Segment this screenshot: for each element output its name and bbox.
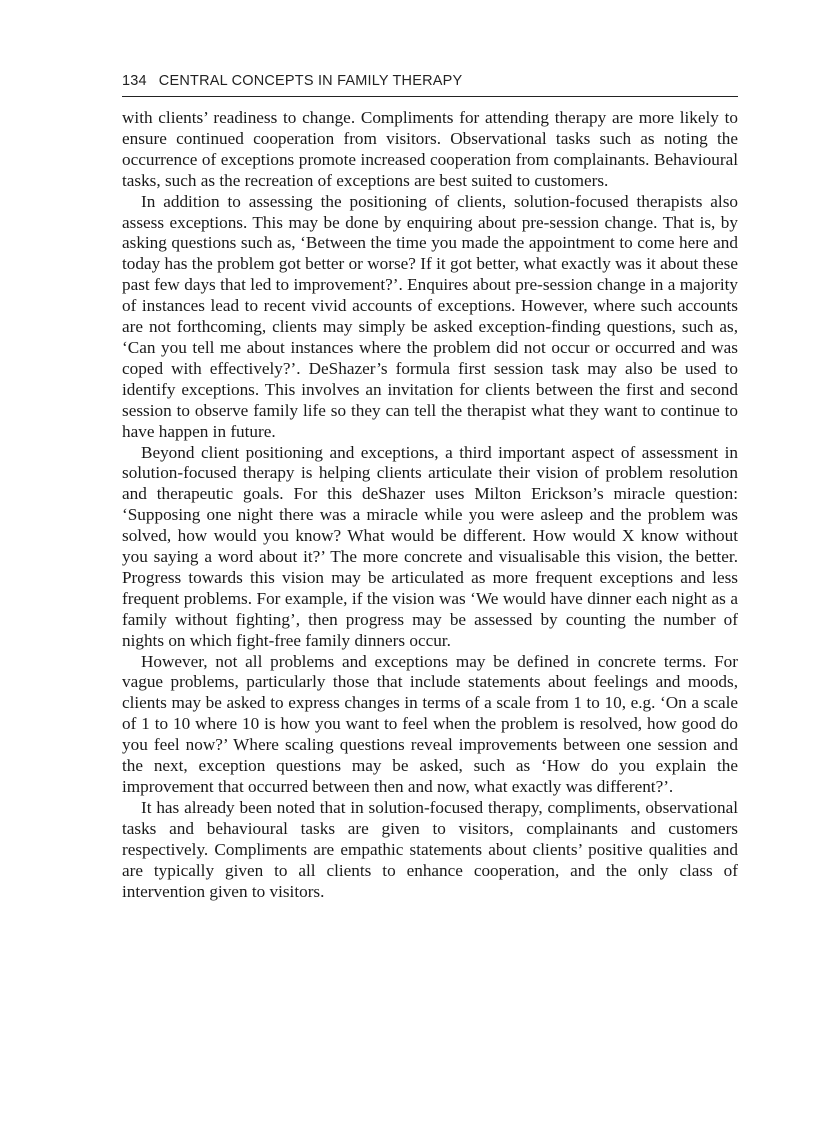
header-rule <box>122 96 738 97</box>
body-text <box>122 108 738 902</box>
book-page <box>122 70 738 902</box>
running-title: CENTRAL CONCEPTS IN FAMILY THERAPY <box>158 73 463 89</box>
paragraph-compliments: It has already been noted that in solution-focused therapy, compliments, observational tasks and behavioural tasks are given to visitors, complainants and customers respectively. Compliments are empathic statements about clients’ positive qualities and are typically given to all clients to enhance cooperation, and the only class of intervention given to visitors. <box>122 797 738 901</box>
paragraph-exceptions: In addition to assessing the positioning of clients, solution-focused therapists also assess exceptions. This may be done by enquiring about pre-session change. That is, by asking questions such as, ‘Between the time you made the appointment to come here and today has the problem got better or worse? If it got better, what exactly was it about these past few days that led to improvement?’. Enquires about pre-session change in a majority of instances lead to recent vivid accounts of exceptions. However, where such accounts are not forthcoming, clients may simply be asked exception-finding questions, such as, ‘Can you tell me about instances where the problem did not occur or occurred and was coped with effectively?’. DeShazer’s formula first session task may also be used to identify exceptions. This involves an invitation for clients between the first and second session to observe family life so they can tell the therapist what they want to continue to have happen in future. <box>122 191 738 441</box>
paragraph-continuation: with clients’ readiness to change. Compliments for attending therapy are more likely to ensure continued cooperation from visitors. Observational tasks such as noting the occurrence of exceptions promote increased cooperation from complainants. Behavioural tasks, such as the recreation of exceptions are best suited to customers. <box>122 108 738 190</box>
paragraph-scaling-questions: However, not all problems and exceptions may be defined in concrete terms. For vague problems, particularly those that include statements about feelings and moods, clients may be asked to express changes in terms of a scale from 1 to 10, e.g. ‘On a scale of 1 to 10 where 10 is how you want to feel when the problem is resolved, how good do you feel now?’ Where scaling questions reveal improvements between one session and the next, exception questions may be asked, such as ‘How do you explain the improvement that occurred between then and now, what exactly was different?’. <box>122 651 738 796</box>
page-number: 134 <box>122 73 147 89</box>
running-head <box>122 70 738 92</box>
paragraph-miracle-question: Beyond client positioning and exceptions, a third important aspect of assessment in solution-focused therapy is helping clients articulate their vision of problem resolution and therapeutic goals. For this deShazer uses Milton Erickson’s miracle question: ‘Supposing one night there was a miracle while you were asleep and the problem was solved, how would you know? What would be different. How would X know without you saying a word about it?’ The more concrete and visualisable this vision, the better. Progress towards this vision may be articulated as more frequent exceptions and less frequent problems. For example, if the vision was ‘We would have dinner each night as a family without fighting’, then progress may be assessed by counting the number of nights on which fight-free family dinners occur. <box>122 442 738 650</box>
